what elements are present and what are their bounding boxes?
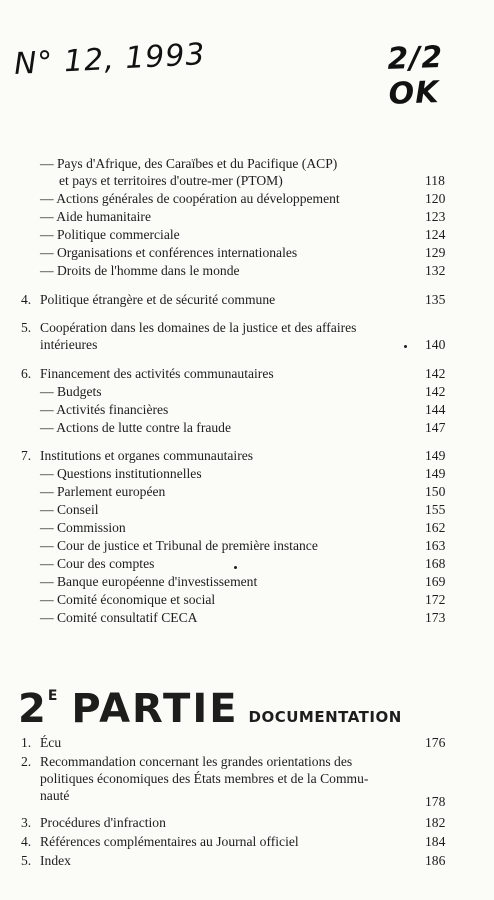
part-number: 2 [18, 686, 46, 732]
toc-page-number: 142 [425, 366, 446, 381]
toc-entry-label: — Comité économique et social [40, 592, 216, 607]
toc-page-number: 124 [425, 227, 446, 242]
toc-page-number: 163 [425, 538, 446, 553]
toc-page-number: 182 [425, 815, 446, 830]
entry-number: 1. [21, 735, 32, 750]
toc-entry-label: — Droits de l'homme dans le monde [40, 263, 240, 278]
toc-page-number: 140 [425, 337, 446, 352]
print-speck [404, 345, 407, 348]
toc-page-number: 132 [425, 263, 446, 278]
toc-entry-label: — Cour des comptes [40, 556, 155, 571]
toc-page-number: 186 [425, 853, 446, 868]
handwritten-issue-number: N° 12, 1993 [13, 37, 207, 82]
entry-number: 2. [21, 754, 32, 769]
section-number: 5. [21, 320, 32, 335]
toc-page-number: 168 [425, 556, 446, 571]
toc-entry-label: — Actions générales de coopération au développement [40, 191, 340, 206]
toc-page-number: 149 [425, 448, 446, 463]
toc-page-number: 118 [425, 173, 445, 188]
toc-entry-label: — Pays d'Afrique, des Caraïbes et du Pacifique (ACP) [40, 156, 338, 171]
section-title: Coopération dans les domaines de la justice et des affaires [40, 320, 357, 335]
entry-title: Références complémentaires au Journal officiel [40, 834, 299, 849]
entry-title: Procédures d'infraction [40, 815, 166, 830]
toc-page-number: 172 [425, 592, 446, 607]
section-title: Institutions et organes communautaires [40, 448, 254, 463]
toc-page-number: 169 [425, 574, 446, 589]
toc-entry-label: — Parlement européen [40, 484, 166, 499]
entry-title: Index [40, 853, 71, 868]
toc-entry-label: — Organisations et conférences internationales [40, 245, 298, 260]
toc-page-number: 176 [425, 735, 446, 750]
toc-page-number: 150 [425, 484, 446, 499]
toc-page-number: 162 [425, 520, 446, 535]
toc-page-number: 184 [425, 834, 446, 849]
entry-title: Écu [40, 735, 62, 750]
toc-entry-label: — Actions de lutte contre la fraude [40, 420, 232, 435]
entry-title: nauté [40, 788, 70, 803]
part-word: PARTIE [71, 686, 239, 732]
print-speck [234, 566, 237, 569]
section-number: 6. [21, 366, 32, 381]
toc-entry-label: — Politique commerciale [40, 227, 180, 242]
toc-page-number: 155 [425, 502, 446, 517]
entry-number: 5. [21, 853, 32, 868]
entry-title: politiques économiques des États membres et de la Commu- [40, 771, 369, 786]
entry-number: 4. [21, 834, 32, 849]
toc-page-number: 173 [425, 610, 446, 625]
toc-entry-label: — Cour de justice et Tribunal de première instance [40, 538, 318, 553]
toc-entry-label: — Commission [40, 520, 126, 535]
handwritten-check-note: 2/2 OK [386, 39, 444, 112]
toc-page-number: 120 [425, 191, 446, 206]
toc-page-number: 149 [425, 466, 446, 481]
part-subtitle: DOCUMENTATION [248, 708, 402, 726]
toc-entry-label: — Aide humanitaire [40, 209, 151, 224]
toc-entry-label: — Conseil [40, 502, 99, 517]
entry-number: 3. [21, 815, 32, 830]
part-2-heading [18, 686, 402, 732]
section-title: Politique étrangère et de sécurité commune [40, 292, 276, 307]
toc-page-number: 147 [425, 420, 446, 435]
section-number: 7. [21, 448, 32, 463]
toc-entry-label: — Budgets [40, 384, 102, 399]
toc-entry-label: — Questions institutionnelles [40, 466, 202, 481]
toc-page-number: 129 [425, 245, 446, 260]
toc-page-number: 178 [425, 794, 446, 809]
part-ordinal-suffix: E [47, 688, 58, 704]
toc-entry-label: — Comité consultatif CECA [40, 610, 198, 625]
toc-page-number: 123 [425, 209, 446, 224]
toc-entry-label: et pays et territoires d'outre-mer (PTOM) [59, 173, 283, 188]
entry-title: Recommandation concernant les grandes orientations des [40, 754, 353, 769]
section-title: Financement des activités communautaires [40, 366, 274, 381]
toc-page-number: 142 [425, 384, 446, 399]
toc-entry-label: — Banque européenne d'investissement [40, 574, 258, 589]
toc-page-number: 144 [425, 402, 446, 417]
toc-entry-label: — Activités financières [40, 402, 169, 417]
section-title: intérieures [40, 337, 98, 352]
section-number: 4. [21, 292, 32, 307]
toc-page-number: 135 [425, 292, 446, 307]
